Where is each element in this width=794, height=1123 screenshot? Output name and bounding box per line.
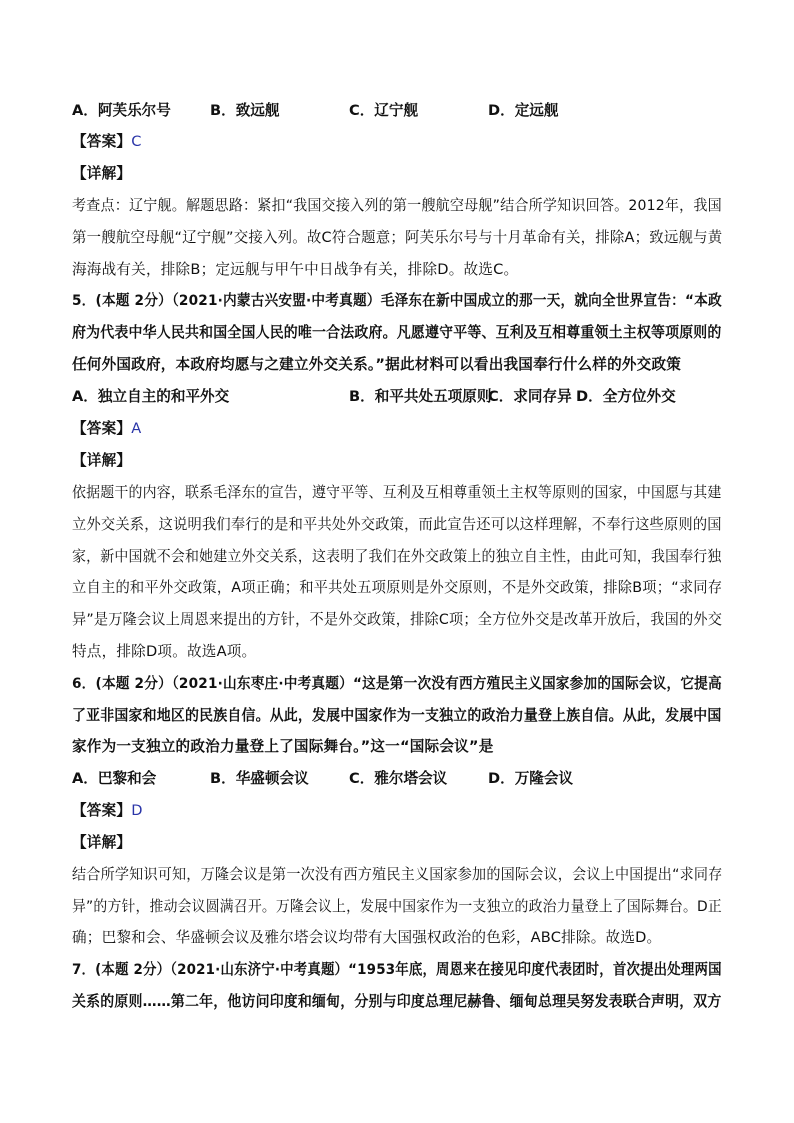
q7-stem-line: 7．(本题 2分）（2021·山东济宁·中考真题）“1953年底，周恩来在接见印度代表团时，首次提出处理两国 [72, 961, 722, 978]
q5-explanation-line: 依据题干的内容，联系毛泽东的宣告，遵守平等、互利及互相尊重领土主权等原则的国家，中国愿与其建 [72, 484, 722, 501]
q6-explanation-line: 异”的方针，推动会议圆满召开。万隆会议上，发展中国家作为一支独立的政治力量登上了国际舞台。D正 [72, 898, 722, 915]
q5-option-d: D．全方位外交 [576, 388, 676, 405]
q5-answer [72, 418, 141, 440]
q5-detail-label: 【详解】 [72, 452, 132, 469]
q6-options [72, 768, 722, 790]
q6-detail-label: 【详解】 [72, 834, 132, 851]
q4-option-c: C．辽宁舰 [349, 102, 419, 119]
q6-stem-line: 家作为一支独立的政治力量登上了国际舞台。”这一“国际会议”是 [72, 738, 494, 755]
q5-options [72, 386, 722, 408]
q6-stem-line: 了亚非国家和地区的民族自信。从此，发展中国家作为一支独立的政治力量登上族自信。从此，发展中国 [72, 707, 722, 724]
q4-option-a: A．阿芙乐尔号 [72, 102, 171, 119]
q4-option-d: D．定远舰 [488, 102, 559, 119]
answer-label: 【答案】 [72, 802, 132, 819]
q6-explanation-line: 确；巴黎和会、华盛顿会议及雅尔塔会议均带有大国强权政治的色彩，ABC排除。故选D。 [72, 929, 662, 946]
q5-explanation-line: 家，新中国就不会和她建立外交关系，这表明了我们在外交政策上的独立自主性，由此可知，我国奉行独 [72, 548, 722, 565]
q5-stem-line: 任何外国政府，本政府均愿与之建立外交关系。”据此材料可以看出我国奉行什么样的外交政策 [72, 356, 682, 373]
q5-stem-line: 府为代表中华人民共和国全国人民的唯一合法政府。凡愿遵守平等、互利及互相尊重领土主权等项原则的 [72, 324, 722, 341]
q5-option-b: B．和平共处五项原则 [349, 388, 492, 405]
q6-option-d: D．万隆会议 [488, 770, 574, 787]
q6-stem-line: 6．(本题 2分）（2021·山东枣庄·中考真题）“这是第一次没有西方殖民主义国家参加的国际会议，它提高 [72, 675, 722, 692]
q4-options [72, 100, 722, 122]
q4-detail-label: 【详解】 [72, 165, 132, 182]
q6-option-a: A．巴黎和会 [72, 770, 157, 787]
q4-explanation-line: 第一艘航空母舰“辽宁舰”交接入列。故C符合题意；阿芙乐尔号与十月革命有关，排除A；致远舰与黄 [72, 229, 723, 246]
answer-value: D [131, 802, 143, 819]
answer-value: A [131, 420, 142, 437]
q4-explanation-line: 海海战有关，排除B；定远舰与甲午中日战争有关，排除D。故选C。 [72, 261, 519, 278]
q6-option-c: C．雅尔塔会议 [349, 770, 448, 787]
q7-stem-line: 关系的原则……第二年，他访问印度和缅甸，分别与印度总理尼赫鲁、缅甸总理吴努发表联合声明，双方 [72, 993, 722, 1010]
q5-explanation-line: 立外交关系，这说明我们奉行的是和平共处外交政策，而此宣告还可以这样理解，不奉行这些原则的国 [72, 516, 722, 533]
answer-label: 【答案】 [72, 133, 132, 150]
q5-explanation-line: 异”是万隆会议上周恩来提出的方针，不是外交政策，排除C项；全方位外交是改革开放后，我国的外交 [72, 611, 723, 628]
q5-stem-line: 5．(本题 2分）（2021·内蒙古兴安盟·中考真题）毛泽东在新中国成立的那一天，就向全世界宣告：“本政 [72, 292, 722, 309]
answer-label: 【答案】 [72, 420, 132, 437]
q5-option-c: C．求同存异 [488, 388, 572, 405]
q4-option-b: B．致远舰 [210, 102, 280, 119]
q6-explanation-line: 结合所学知识可知，万隆会议是第一次没有西方殖民主义国家参加的国际会议，会议上中国提出“求同存 [72, 866, 723, 883]
q4-explanation-line: 考查点：辽宁舰。解题思路：紧扣“我国交接入列的第一艘航空母舰”结合所学知识回答。2012年，我国 [72, 197, 722, 214]
q6-option-b: B．华盛顿会议 [210, 770, 309, 787]
q5-explanation-line: 立自主的和平外交政策，A项正确；和平共处五项原则是外交原则，不是外交政策，排除B项；“求同存 [72, 579, 723, 596]
q5-option-a: A．独立自主的和平外交 [72, 388, 230, 405]
q4-answer [72, 131, 142, 153]
q6-answer [72, 800, 143, 822]
q5-explanation-line: 特点，排除D项。故选A项。 [72, 643, 257, 660]
answer-value: C [131, 133, 142, 150]
